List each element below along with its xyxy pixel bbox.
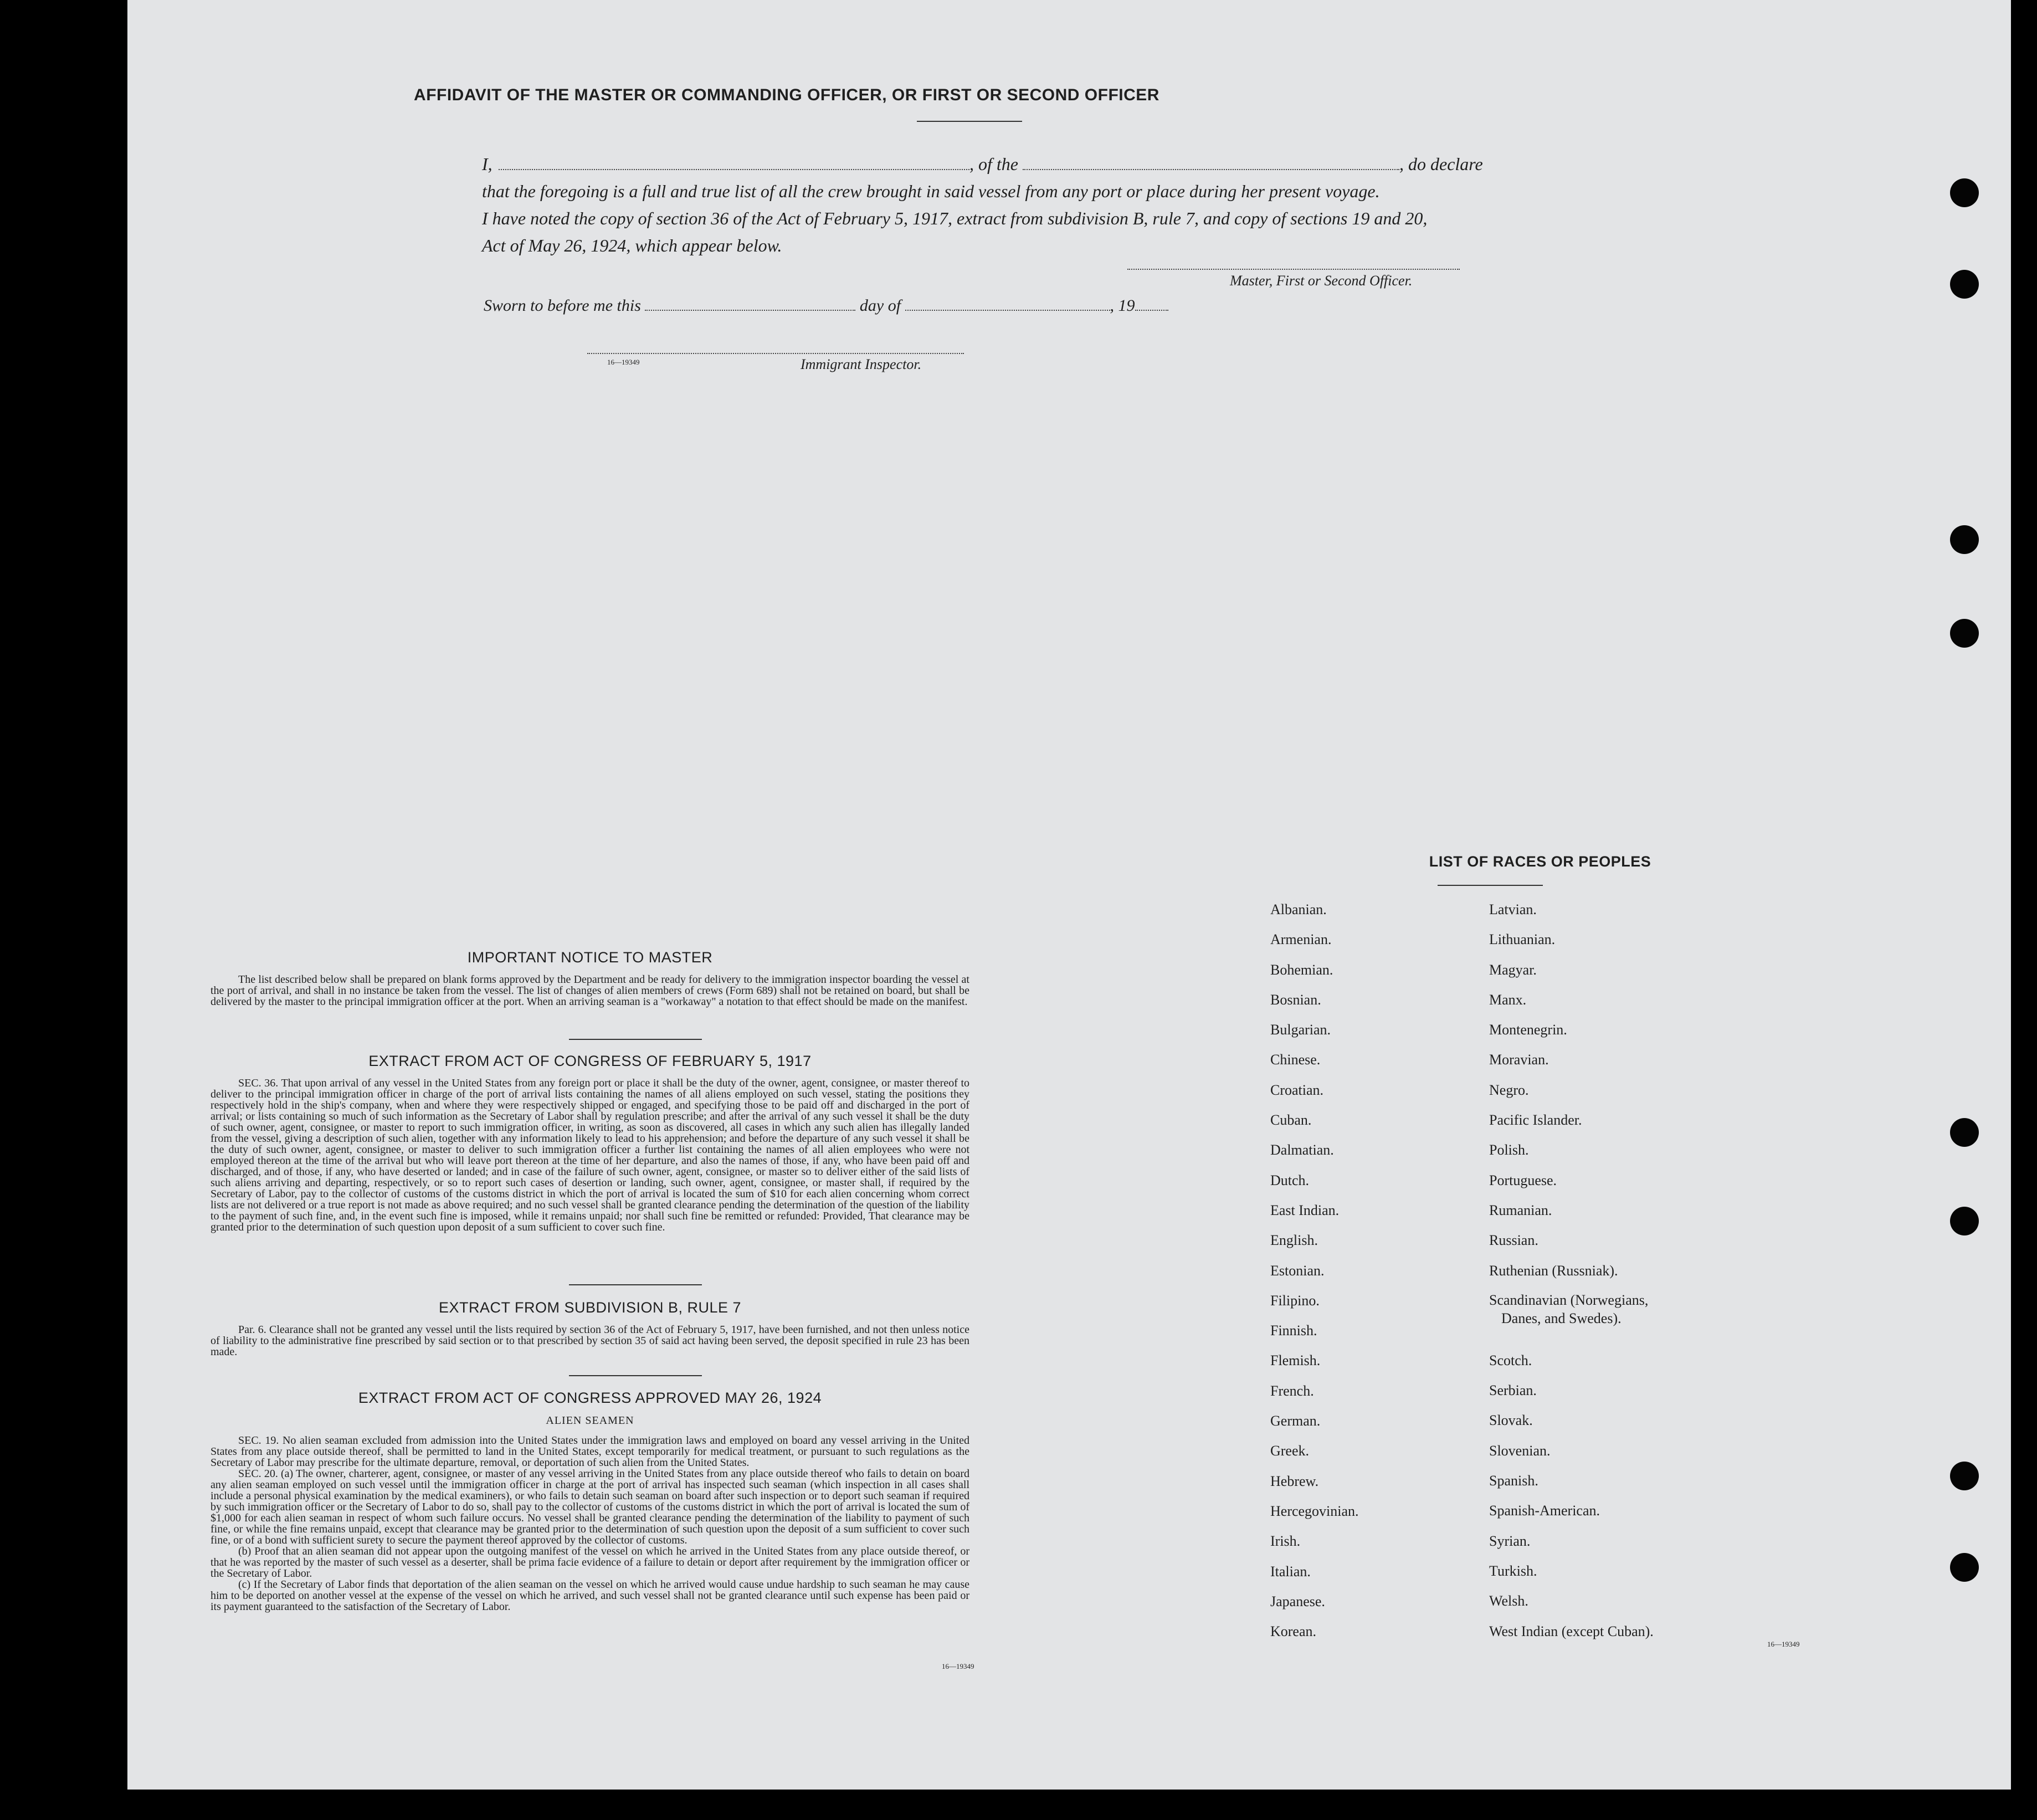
- sworn-line: [484, 296, 1168, 315]
- race-item: Flemish.: [1270, 1352, 1321, 1369]
- race-item: Magyar.: [1489, 961, 1537, 978]
- race-item: Irish.: [1270, 1533, 1301, 1550]
- declarant-prefix: I,: [482, 154, 492, 174]
- rule7-body: Par. 6. Clearance shall not be granted any vessel until the lists required by section 36 of the Act of February 5, 1917, have been furnished, and not then unless notice of liability to the administrative fine prescribed by said section or to that prescribed by section 35 of said act having been served, the deposit specified in rule 23 has been made.: [211, 1324, 969, 1358]
- race-item: Welsh.: [1489, 1593, 1528, 1609]
- form-number-right: 16—19349: [1767, 1640, 1800, 1648]
- race-item: Russian.: [1489, 1232, 1538, 1249]
- race-item: Latvian.: [1489, 901, 1537, 917]
- race-item: Scotch.: [1489, 1352, 1532, 1368]
- sworn-year-field[interactable]: [1135, 310, 1168, 311]
- race-item: Estonian.: [1270, 1262, 1325, 1279]
- binding-hole: [1950, 1553, 1979, 1582]
- race-item: Armenian.: [1270, 931, 1332, 948]
- race-item: Hercegovinian.: [1270, 1503, 1359, 1519]
- sec20b-text: (b) Proof that an alien seaman did not appear upon the outgoing manifest of the vessel on which he arrived in the United States from any place outside thereof, or that he was reported by the master of such vessel as a deserter, shall be prima facie evidence of a failure to detain or deport after requirement by the immigration officer or the Secretary of Labor.: [211, 1545, 969, 1580]
- races-column-2: [1489, 895, 1654, 1647]
- declaration-line-3: I have noted the copy of section 36 of the Act of February 5, 1917, extract from subdivision B, rule 7, and copy of sections 19 and 20,: [482, 208, 1428, 228]
- inspector-signature-line[interactable]: [587, 353, 964, 354]
- alien-seamen-subtitle: ALIEN SEAMEN: [546, 1414, 634, 1427]
- section-rule-1: [569, 1039, 702, 1040]
- binding-hole: [1950, 178, 1979, 207]
- master-signature-caption: Master, First or Second Officer.: [1230, 273, 1413, 289]
- race-item-continuation: Danes, and Swedes).: [1501, 1310, 1622, 1326]
- race-item: Spanish.: [1489, 1473, 1538, 1489]
- race-item: Dalmatian.: [1270, 1142, 1334, 1158]
- race-item: Japanese.: [1270, 1593, 1325, 1609]
- race-item: Hebrew.: [1270, 1473, 1319, 1489]
- race-item: Turkish.: [1489, 1562, 1537, 1579]
- race-item: Syrian.: [1489, 1532, 1531, 1549]
- binding-hole: [1950, 1118, 1979, 1147]
- race-item: West Indian (except Cuban).: [1489, 1623, 1654, 1639]
- race-item: Croatian.: [1270, 1081, 1324, 1098]
- race-item: Cuban.: [1270, 1112, 1312, 1129]
- race-item: Montenegrin.: [1489, 1022, 1567, 1038]
- race-item: Scandinavian (Norwegians,: [1489, 1291, 1649, 1308]
- race-item: East Indian.: [1270, 1202, 1340, 1218]
- sworn-day-field[interactable]: [645, 310, 855, 311]
- notice-body: The list described below shall be prepared on blank forms approved by the Department and be ready for delivery to the immigration inspector boarding the vessel at the port of arrival, and shall in no instance be taken from the vessel. The list of changes of alien members of crews (Form 689) shall not be retained on board, but shall be delivered by the master to the principal immigration officer at the port. When an arriving seaman is a "workaway" a notation to that effect should be made on the manifest.: [211, 973, 969, 1008]
- race-item: Polish.: [1489, 1142, 1529, 1158]
- master-signature-line[interactable]: [1127, 269, 1460, 270]
- binding-hole: [1950, 619, 1979, 648]
- race-item: Negro.: [1489, 1081, 1529, 1098]
- race-item: Bohemian.: [1270, 961, 1333, 978]
- extract-1917-body: SEC. 36. That upon arrival of any vessel in the United States from any foreign port or place it shall be the duty of the owner, agent, consignee, or master thereof to deliver to the principal immigration officer in charge of the port of arrival lists containing the names of all aliens employed on such vessel, stating the positions they respectively hold in the ship's company, when and where they were respectively shipped or engaged, and specifying those to be paid off and discharged in the port of arrival; or lists containing so much of such information as the Secretary of Labor shall by regulation prescribe; and after the arrival of any such vessel it shall be the duty of such owner, agent, consignee, or master to report to such immigration officer, in writing, as soon as discovered, all cases in which any such alien has illegally landed from the vessel, giving a description of such alien, together with any information likely to lead to his apprehension; and before the departure of any such vessel it shall be the duty of such owner, agent, consignee, or master to deliver to such immigration officer a further list containing the names of all alien employees who were not employed thereon at the time of the arrival but who will leave port thereon at the time of her departure, and also the names of those, if any, who have been paid off and discharged, and of those, if any, who have deserted or landed; and in case of the failure of such owner, agent, consignee, or master so to deliver either of the said lists of such aliens arriving and departing, respectively, or so to report such cases of desertion or landing, such owner, agent, consignee, or master shall, if required by the Secretary of Labor, pay to the collector of customs of the customs district in which the port of arrival is located the sum of $10 for each alien concerning whom correct lists are not delivered or a true report is not made as above required; and no such vessel shall be granted clearance pending the determination of the question of the liability to the payment of such fine, and, in the event such fine is imposed, while it remains unpaid; nor shall such fine be remitted or refunded: Provided, That clearance may be granted prior to the determination of such question upon deposit of a sum sufficient to cover such fine.: [211, 1077, 969, 1233]
- rule7-title: EXTRACT FROM SUBDIVISION B, RULE 7: [438, 1299, 742, 1316]
- binding-hole: [1950, 270, 1979, 299]
- extract-1924-title: EXTRACT FROM ACT OF CONGRESS APPROVED MAY 26, 1924: [358, 1390, 822, 1406]
- sec20c-text: (c) If the Secretary of Labor finds that deportation of the alien seaman on the vessel on which he arrived would cause undue hardship to such seaman he may cause him to be deported on another vessel at the expense of the vessel on which he arrived, and such vessel shall not be granted clearance until such expense has been paid or its payment guaranteed to the satisfaction of the Secretary of Labor.: [211, 1578, 969, 1613]
- race-item: Finnish.: [1270, 1322, 1317, 1339]
- binding-hole: [1950, 1207, 1979, 1235]
- race-item: Pacific Islander.: [1489, 1112, 1582, 1129]
- race-item: Spanish-American.: [1489, 1503, 1600, 1519]
- binding-hole: [1950, 525, 1979, 554]
- race-item: English.: [1270, 1232, 1318, 1249]
- vessel-name-field[interactable]: [1023, 169, 1399, 170]
- form-number-top: 16—19349: [607, 358, 640, 366]
- races-rule: [1438, 885, 1543, 886]
- form-page: [127, 0, 2011, 1790]
- affidavit-title: AFFIDAVIT OF THE MASTER OR COMMANDING OFFICER, OR FIRST OR SECOND OFFICER: [414, 86, 1159, 104]
- race-item: Slovenian.: [1489, 1442, 1551, 1459]
- race-item: Portuguese.: [1489, 1172, 1557, 1188]
- of-the-label: , of the: [969, 154, 1018, 174]
- day-of-label: day of: [859, 296, 901, 315]
- inspector-caption: Immigrant Inspector.: [801, 356, 922, 372]
- races-column-1: [1270, 895, 1359, 1647]
- binding-hole: [1950, 1462, 1979, 1490]
- title-rule: [917, 121, 1022, 122]
- race-item: Manx.: [1489, 991, 1527, 1008]
- sec19-text: SEC. 19. No alien seaman excluded from admission into the United States under the immigration laws and employed on board any vessel arriving in the United States from any place outside thereof, shall be permitted to land in the United States, except temporarily for medical treatment, or pursuant to such regulations as the Secretary of Labor may prescribe for the ultimate departure, removal, or deportation of such alien from the United States.: [211, 1434, 969, 1469]
- race-item: Ruthenian (Russniak).: [1489, 1262, 1618, 1279]
- declaration-line-2: that the foregoing is a full and true list of all the crew brought in said vessel from any port or place during her present voyage.: [482, 181, 1380, 201]
- extract-1917-title: EXTRACT FROM ACT OF CONGRESS OF FEBRUARY 5, 1917: [368, 1053, 812, 1069]
- race-item: Filipino.: [1270, 1292, 1320, 1309]
- race-item: Italian.: [1270, 1563, 1311, 1580]
- race-item: Moravian.: [1489, 1052, 1549, 1068]
- declarant-name-field[interactable]: [499, 169, 969, 170]
- form-number-left: 16—19349: [942, 1662, 974, 1670]
- race-item: Chinese.: [1270, 1052, 1321, 1068]
- race-item: Albanian.: [1270, 901, 1327, 917]
- race-item: Bulgarian.: [1270, 1022, 1331, 1038]
- section-rule-3: [569, 1375, 702, 1376]
- races-title: LIST OF RACES OR PEOPLES: [1429, 853, 1651, 870]
- race-item: German.: [1270, 1413, 1321, 1429]
- race-item: Dutch.: [1270, 1172, 1310, 1188]
- race-item: Slovak.: [1489, 1412, 1533, 1429]
- sworn-month-field[interactable]: [905, 310, 1110, 311]
- notice-title: IMPORTANT NOTICE TO MASTER: [467, 949, 713, 966]
- race-item: Korean.: [1270, 1623, 1317, 1640]
- affidavit-declaration: [482, 151, 1618, 259]
- race-item: Serbian.: [1489, 1382, 1537, 1399]
- section-rule-2: [569, 1284, 702, 1285]
- race-item: Bosnian.: [1270, 991, 1321, 1008]
- race-item: Greek.: [1270, 1443, 1310, 1459]
- race-item: Lithuanian.: [1489, 931, 1556, 948]
- race-item: Rumanian.: [1489, 1202, 1552, 1218]
- do-declare-label: , do declare: [1399, 154, 1483, 174]
- sworn-label: Sworn to before me this: [484, 296, 641, 315]
- extract-1924-body: [211, 1435, 969, 1612]
- year-label: , 19: [1110, 296, 1135, 315]
- race-item: French.: [1270, 1382, 1314, 1399]
- sec20a-text: SEC. 20. (a) The owner, charterer, agent, consignee, or master of any vessel arriving in the United States from any place outside thereof who fails to detain on board any alien seaman employed on such vessel until the immigration officer in charge at the port of arrival has inspected such seaman (which inspection in all cases shall include a personal physical examination by the medical examiners), or who fails to detain such seaman on board after such inspection or to deport such seaman if required by such immigration officer or the Secretary of Labor to do so, shall pay to the collector of customs of the customs district in which the port of arrival is located the sum of $1,000 for each alien seaman in respect of whom such failure occurs. No vessel shall be granted clearance pending the determination of the liability to payment of such fine, or while the fine remains unpaid, except that clearance may be granted prior to the determination of such question upon the deposit of a sum sufficient to cover such fine, or of a bond with sufficient surety to secure the payment thereof approved by the collector of customs.: [211, 1468, 969, 1546]
- declaration-line-4: Act of May 26, 1924, which appear below.: [482, 235, 782, 255]
